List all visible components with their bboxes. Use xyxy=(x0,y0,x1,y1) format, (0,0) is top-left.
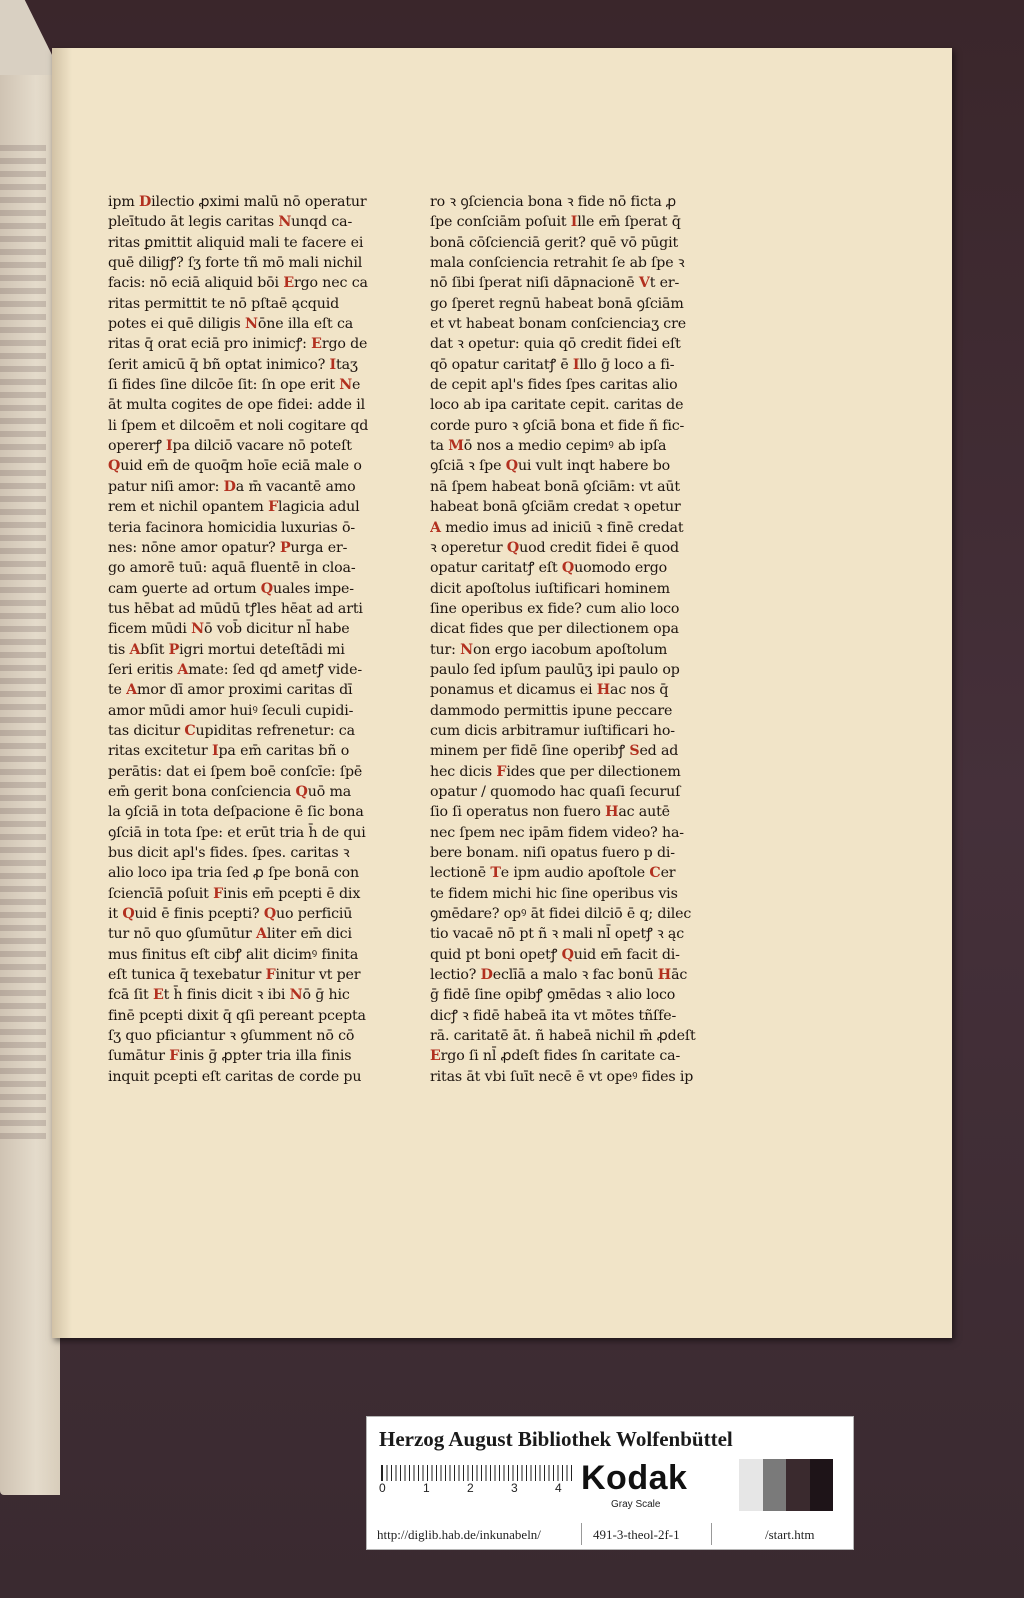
text-segment: li ſpem et dilcoēm et noli cogitare qd xyxy=(108,417,369,434)
text-segment: patur niſi amor: xyxy=(108,478,224,495)
text-line xyxy=(108,1046,404,1066)
text-line xyxy=(430,558,726,578)
text-segment: ta xyxy=(430,438,449,455)
text-segment: ſʒ quo pficiantur ꝛ ꝯſumment nō cō xyxy=(108,1028,355,1045)
text-segment: nes: nōne amor opatur? xyxy=(108,539,280,556)
measurement-ruler xyxy=(381,1465,571,1493)
text-segment: mala conſciencia retrahit ſe ab ſpe ꝛ xyxy=(430,255,685,272)
text-segment: ō ḡ hic xyxy=(302,987,350,1004)
text-segment: it xyxy=(108,906,123,923)
text-segment: ſerit amicū q̄ bñ optat inimico? xyxy=(108,356,330,373)
text-line xyxy=(108,884,404,904)
text-line xyxy=(430,640,726,660)
text-segment: tus hēbat ad mūdū tꝭles hēat ad arti xyxy=(108,600,363,617)
text-segment: e ipm audio apoſtole xyxy=(500,865,650,882)
text-segment: er xyxy=(660,865,676,882)
text-line xyxy=(430,660,726,680)
rubricated-initial: E xyxy=(152,987,164,1004)
text-segment: medio imus ad iniciū ꝛ finē credat xyxy=(440,519,684,536)
text-line xyxy=(108,192,404,212)
text-segment: facis: nō eciā aliquid bōi xyxy=(108,275,284,292)
library-name: Herzog August Bibliothek Wolfenbüttel xyxy=(379,1427,733,1451)
text-line xyxy=(430,1067,726,1087)
text-line xyxy=(108,823,404,843)
text-segment: ō vob̄ dicitur nl̄ habe xyxy=(204,621,350,638)
text-segment: qō opatur caritatꝭ ē xyxy=(430,356,573,373)
text-segment: bonā cōſcienciā gerit? quē vō pūgit xyxy=(430,234,679,251)
text-line xyxy=(430,1006,726,1026)
ruler-number: 0 xyxy=(379,1481,386,1495)
text-segment: loco ab ipa caritate cepit. caritas de xyxy=(430,397,684,414)
rubricated-initial: N xyxy=(278,214,292,231)
text-segment: ſio ſi operatus non fuero xyxy=(430,804,606,821)
text-segment: āc xyxy=(671,967,688,984)
text-segment: eclīā a malo ꝛ fac bonū xyxy=(492,967,658,984)
gray-swatch xyxy=(786,1459,810,1511)
text-segment: ꝛ operetur xyxy=(430,539,507,556)
text-segment: inis em̄ pcepti ē dix xyxy=(223,885,361,902)
text-segment: uid ē finis pcepti? xyxy=(134,906,264,923)
text-segment: upiditas refrenetur: ca xyxy=(195,722,355,739)
text-line xyxy=(108,1026,404,1046)
rubricated-initial: H xyxy=(596,682,611,699)
text-line xyxy=(430,436,726,456)
rubricated-initial: A xyxy=(256,926,267,943)
text-segment: a m̄ vacantē amo xyxy=(235,478,356,495)
kodak-logo: Kodak xyxy=(581,1459,688,1497)
text-segment: on ergo iacobum apoſtolum xyxy=(473,641,668,658)
text-line xyxy=(430,314,726,334)
text-segment: ſpe conſciām poſuit xyxy=(430,214,571,231)
text-segment: nā ſpem habeat bonā ꝯſciām: vt aūt xyxy=(430,478,680,495)
rubricated-initial: I xyxy=(572,356,580,373)
text-line xyxy=(108,924,404,944)
rubricated-initial: N xyxy=(289,987,303,1004)
text-segment: ſi fides ſine dilcōe ſit: ſn ope erit xyxy=(108,377,340,394)
rubricated-initial: Q xyxy=(260,580,274,597)
text-line xyxy=(430,416,726,436)
text-segment: ed ad xyxy=(639,743,679,760)
text-line xyxy=(108,273,404,293)
text-segment: et vt habeat bonam conſcienciaʒ cre xyxy=(430,316,686,333)
rubricated-initial: F xyxy=(268,499,279,516)
text-segment: corde puro ꝛ ꝯſciā bona et fide ñ fic- xyxy=(430,417,685,434)
text-line xyxy=(108,762,404,782)
text-line xyxy=(108,660,404,680)
text-segment: uomodo ergo xyxy=(574,560,668,577)
text-segment: ilectio ꝓximi malū nō operatur xyxy=(151,194,367,210)
text-segment: ſine operibus ex fide? cum alio loco xyxy=(430,600,680,617)
text-segment: inis ḡ ꝓpter tria illa finis xyxy=(179,1048,352,1065)
rubricated-initial: I xyxy=(166,438,173,455)
rubricated-initial: D xyxy=(480,967,493,984)
rubricated-initial: C xyxy=(184,722,196,739)
ruler-number: 1 xyxy=(423,1481,430,1495)
text-segment: lectio? xyxy=(430,967,481,984)
text-segment: igri mortui deteſtādi mi xyxy=(179,641,345,658)
text-line xyxy=(108,904,404,924)
text-line xyxy=(430,395,726,415)
text-line xyxy=(430,1046,726,1066)
text-segment: te fidem michi hic ſine operibus vis xyxy=(430,885,678,902)
text-segment: hec dicis xyxy=(430,763,497,780)
text-line xyxy=(108,863,404,883)
rubricated-initial: A xyxy=(430,519,441,536)
rubricated-initial: N xyxy=(339,377,353,394)
text-line xyxy=(108,579,404,599)
text-segment: āt multa cogites de ope fidei: adde il xyxy=(108,397,365,414)
text-segment: potes ei quē diligis xyxy=(108,316,246,333)
text-segment: tur nō quo ꝯſumūtur xyxy=(108,926,257,943)
text-line xyxy=(108,741,404,761)
rubricated-initial: H xyxy=(605,804,619,821)
text-segment: cam ꝯuerte ad ortum xyxy=(108,580,261,597)
text-segment: pa dilciō vacare nō poteſt xyxy=(172,438,352,455)
text-line xyxy=(430,477,726,497)
rubricated-initial: Q xyxy=(263,906,277,923)
text-line xyxy=(108,1067,404,1087)
rubricated-initial: A xyxy=(126,682,138,699)
text-segment: urga er- xyxy=(290,539,348,556)
ruler-number: 2 xyxy=(467,1481,474,1495)
text-segment: ꝯmēdare? opꝰ āt fidei dilciō ē q; dilec xyxy=(430,906,692,923)
gray-swatch xyxy=(810,1459,834,1511)
text-line xyxy=(108,294,404,314)
text-segment: dicit apoſtolus iuſtificari hominem xyxy=(430,580,670,597)
text-segment: ritas āt vbi ſuīt necē ē vt opeꝰ fides ip xyxy=(430,1068,694,1085)
text-line xyxy=(108,538,404,558)
text-segment: bus dicit apl's fides. ſpes. caritas ꝛ xyxy=(108,845,350,861)
text-line xyxy=(108,355,404,375)
facing-page-text-bleed xyxy=(0,145,46,1145)
rubricated-initial: D xyxy=(138,194,152,210)
rubricated-initial: I xyxy=(570,214,578,231)
facing-page-edge xyxy=(0,55,60,1495)
text-segment: de cepit apl's fides ſpes caritas alio xyxy=(430,377,678,394)
text-segment: inquit pcepti eſt caritas de corde pu xyxy=(108,1068,362,1085)
gray-swatch xyxy=(739,1459,763,1511)
text-segment: dammodo permittis ipune peccare xyxy=(430,702,673,719)
text-line xyxy=(108,843,404,863)
rubricated-initial: P xyxy=(279,539,291,556)
text-line xyxy=(430,782,726,802)
text-line xyxy=(430,456,726,476)
rubricated-initial: D xyxy=(223,478,236,495)
text-segment: mate: ſed qd ametꝭ vide- xyxy=(188,661,362,678)
text-segment: rgo nec ca xyxy=(293,275,368,292)
url-id: 491-3-theol-2f-1 xyxy=(593,1527,680,1542)
text-segment: ui vult inqt habere bo xyxy=(517,458,671,475)
text-segment: tur: xyxy=(430,641,461,658)
text-segment: llo ḡ loco a fi- xyxy=(579,356,675,373)
url-prefix: http://diglib.hab.de/inkunabeln/ xyxy=(377,1527,541,1542)
text-line xyxy=(430,721,726,741)
gray-scale-caption: Gray Scale xyxy=(611,1499,661,1510)
text-segment: ḡ fidē ſine opibꝭ ꝯmēdas ꝛ alio loco xyxy=(430,987,676,1004)
text-segment: teria facinora homicidia luxurias ō- xyxy=(108,519,356,536)
text-segment: quid pt boni opetꝭ xyxy=(430,946,562,963)
text-line xyxy=(108,802,404,822)
text-line xyxy=(430,294,726,314)
rubricated-initial: C xyxy=(649,865,661,882)
text-line xyxy=(108,721,404,741)
rubricated-initial: M xyxy=(448,438,464,455)
text-segment: ō nos a medio cepimꝰ ab ipſa xyxy=(463,438,667,455)
text-line xyxy=(430,334,726,354)
text-line xyxy=(108,1006,404,1026)
text-segment: go amorē tuū: aquā fluentē in cloa- xyxy=(108,560,356,577)
rubricated-initial: F xyxy=(169,1048,180,1065)
text-segment: cum dicis arbitramur iuſtificari ho- xyxy=(430,722,675,739)
rubricated-initial: Q xyxy=(506,539,520,556)
text-segment: ides que per dilectionem xyxy=(506,763,681,780)
text-line xyxy=(430,741,726,761)
text-segment: dat ꝛ opetur: quia qō credit fidei eſt xyxy=(430,336,681,353)
text-segment: nō ſibi ſperat niſi dāpnacionē xyxy=(430,275,639,292)
rubricated-initial: Q xyxy=(561,946,574,963)
text-segment: pleītudo āt legis caritas xyxy=(108,214,279,231)
text-segment: bere bonam. niſi opatus fuero p di- xyxy=(430,845,675,861)
text-line xyxy=(108,416,404,436)
text-segment: bſit xyxy=(140,641,169,658)
text-line xyxy=(108,375,404,395)
text-segment: dicat fides que per dilectionem opa xyxy=(430,621,679,638)
text-line xyxy=(430,843,726,863)
text-column-left xyxy=(108,192,404,1087)
text-line xyxy=(430,192,726,212)
text-segment: amor mūdi amor huiꝰ ſeculi cupidi- xyxy=(108,702,354,719)
rubricated-initial: Q xyxy=(122,906,135,923)
text-line xyxy=(430,253,726,273)
text-line xyxy=(108,497,404,517)
text-line xyxy=(430,355,726,375)
text-segment: dicꝭ ꝛ fidē habeā ita vt mōtes tñſfe- xyxy=(430,1007,677,1024)
text-segment: ꝯſciā ꝛ ſpe xyxy=(430,458,506,475)
ruler-ticks xyxy=(381,1465,572,1481)
text-line xyxy=(430,863,726,883)
gray-swatch xyxy=(763,1459,787,1511)
text-line xyxy=(430,884,726,904)
text-segment: ritas q̄ orat eciā pro inimicꝭ: xyxy=(108,336,312,353)
rubricated-initial: A xyxy=(129,641,141,658)
text-segment: perātis: dat ei ſpem boē conſcīe: ſpē xyxy=(108,763,363,780)
text-line xyxy=(108,558,404,578)
text-line xyxy=(108,436,404,456)
rubricated-initial: I xyxy=(329,356,337,373)
text-segment: ꝯſciā in tota ſpe: et erūt tria h̄ de qui xyxy=(108,824,366,841)
text-segment: mor dī amor proximi caritas dī xyxy=(137,682,353,699)
text-segment: habeat bonā ꝯſciām credat ꝛ opetur xyxy=(430,499,681,516)
text-segment: opatur / quomodo hac quaſi ſecuruſ xyxy=(430,783,681,800)
text-segment: ritas excitetur xyxy=(108,743,212,760)
text-line xyxy=(430,945,726,965)
url-divider xyxy=(581,1523,582,1545)
text-segment: ritas permittit te nō pſtaē ącquid xyxy=(108,295,340,312)
text-line xyxy=(108,233,404,253)
text-line xyxy=(430,904,726,924)
text-line xyxy=(430,497,726,517)
text-segment: unqd ca- xyxy=(291,214,353,231)
text-line xyxy=(430,375,726,395)
text-segment: ſumātur xyxy=(108,1048,170,1065)
rubricated-initial: E xyxy=(430,1048,441,1065)
text-segment: uod credit fidei ē quod xyxy=(519,539,679,556)
text-line xyxy=(108,212,404,232)
gray-scale-swatches xyxy=(739,1459,833,1511)
text-segment: ſeri eritis xyxy=(108,661,178,678)
text-segment: ac nos q̄ xyxy=(610,682,669,699)
text-segment: te xyxy=(108,682,127,699)
text-line xyxy=(430,924,726,944)
library-scan-label xyxy=(366,1416,854,1550)
rubricated-initial: T xyxy=(490,865,501,882)
text-line xyxy=(430,233,726,253)
text-segment: ro ꝛ ꝯſciencia bona ꝛ fide nō ficta ꝓ xyxy=(430,194,677,210)
text-line xyxy=(430,701,726,721)
text-segment: rgo ſi nl̄ ꝓdeſt fides ſn caritate ca- xyxy=(440,1048,681,1065)
rubricated-initial: N xyxy=(460,641,473,658)
text-segment: opatur caritatꝭ eſt xyxy=(430,560,562,577)
ruler-number: 4 xyxy=(555,1481,562,1495)
text-segment: paulo ſed ipſum paulūʒ ipi paulo op xyxy=(430,661,680,678)
rubricated-initial: N xyxy=(191,621,204,638)
text-segment: tis xyxy=(108,641,130,658)
text-line xyxy=(108,701,404,721)
text-segment: lectionē xyxy=(430,865,491,882)
text-segment: alio loco ipa tria ſed ꝓ ſpe bonā con xyxy=(108,865,360,882)
text-line xyxy=(108,477,404,497)
text-line xyxy=(430,762,726,782)
text-line xyxy=(430,1026,726,1046)
text-line xyxy=(108,782,404,802)
text-segment: uales impe- xyxy=(273,580,354,597)
text-segment: ritas ꝑmittit aliquid mali te facere ei xyxy=(108,234,364,251)
text-line xyxy=(108,965,404,985)
page-gutter-shadow xyxy=(52,48,72,1338)
text-segment: ipm xyxy=(108,194,139,210)
text-segment: ponamus et dicamus ei xyxy=(430,682,597,699)
text-line xyxy=(108,334,404,354)
text-line xyxy=(430,273,726,293)
rubricated-initial: Q xyxy=(561,560,575,577)
text-segment: nec ſpem nec ipām fidem video? ha- xyxy=(430,824,684,841)
text-line xyxy=(430,619,726,639)
text-segment: minem per fidē ſine operibꝭ xyxy=(430,743,630,760)
rubricated-initial: E xyxy=(311,336,322,353)
text-line xyxy=(108,518,404,538)
rubricated-initial: F xyxy=(265,967,276,984)
book-page xyxy=(52,48,952,1338)
text-column-right xyxy=(430,192,726,1087)
rubricated-initial: V xyxy=(638,275,650,292)
text-segment: la ꝯſciā in tota deſpacione ē ſic bona xyxy=(108,804,364,821)
text-segment: ficem mūdi xyxy=(108,621,192,638)
text-segment: tio vacaē nō pt ñ ꝛ mali nl̄ opetꝭ ꝛ ąc xyxy=(430,926,685,943)
text-segment: mus finitus eſt cibꝭ alit dicimꝰ finita xyxy=(108,946,359,963)
digital-library-url xyxy=(367,1521,853,1549)
text-segment: em̄ gerit bona conſciencia xyxy=(108,783,296,800)
text-segment: t er- xyxy=(649,275,680,292)
text-line xyxy=(430,965,726,985)
text-segment: pa em̄ caritas bñ o xyxy=(218,743,350,760)
text-segment: uid em̄ de quoq̄m hoīe eciā male o xyxy=(120,458,362,475)
text-line xyxy=(108,314,404,334)
text-line xyxy=(108,985,404,1005)
text-line xyxy=(430,599,726,619)
text-line xyxy=(430,823,726,843)
text-segment: uō ma xyxy=(307,783,352,800)
text-segment: e xyxy=(352,377,361,394)
text-segment: liter em̄ dici xyxy=(266,926,352,943)
text-line xyxy=(430,518,726,538)
text-segment: ac autē xyxy=(618,804,670,821)
rubricated-initial: F xyxy=(496,763,507,780)
text-segment: rem et nichil opantem xyxy=(108,499,269,516)
text-segment: quē diligꝭ? ſʒ forte tñ mō mali nichil xyxy=(108,255,363,272)
rubricated-initial: H xyxy=(657,967,672,984)
text-segment: ōne illa eſt ca xyxy=(257,316,354,333)
text-segment: rā. caritatē āt. ñ habeā nichil m̄ ꝓdeſt xyxy=(430,1028,696,1045)
rubricated-initial: N xyxy=(245,316,258,333)
rubricated-initial: A xyxy=(177,661,189,678)
text-segment: uo perficiū xyxy=(276,906,353,923)
text-segment: rgo de xyxy=(321,336,368,353)
text-segment: tas dicitur xyxy=(108,722,185,739)
rubricated-initial: F xyxy=(213,885,224,902)
text-line xyxy=(108,945,404,965)
rubricated-initial: S xyxy=(629,743,640,760)
text-line xyxy=(430,985,726,1005)
text-segment: lagicia adul xyxy=(278,499,360,516)
text-segment: t h̄ finis dicit ꝛ ibi xyxy=(163,987,290,1004)
text-line xyxy=(108,599,404,619)
text-line xyxy=(430,802,726,822)
text-segment: taʒ xyxy=(336,356,358,373)
ruler-number: 3 xyxy=(511,1481,518,1495)
text-segment: uid em̄ facit di- xyxy=(573,946,680,963)
text-line xyxy=(108,680,404,700)
url-suffix: /start.htm xyxy=(765,1527,815,1542)
text-segment: eſt tunica q̄ texebatur xyxy=(108,967,266,984)
text-segment: go ſperet regnū habeat bonā ꝯſciām xyxy=(430,295,684,312)
text-line xyxy=(108,395,404,415)
text-line xyxy=(108,253,404,273)
text-line xyxy=(430,538,726,558)
rubricated-initial: Q xyxy=(295,783,308,800)
rubricated-initial: E xyxy=(283,275,294,292)
text-line xyxy=(430,212,726,232)
text-line xyxy=(108,640,404,660)
text-segment: initur vt per xyxy=(275,967,361,984)
url-divider xyxy=(711,1523,712,1545)
text-segment: opererꝭ xyxy=(108,438,167,455)
text-line xyxy=(430,579,726,599)
text-segment: finē pcepti dixit q̄ qſi pereant pcepta xyxy=(108,1007,366,1024)
text-segment: ſciencīā poſuit xyxy=(108,885,214,902)
text-line xyxy=(430,680,726,700)
text-line xyxy=(108,619,404,639)
text-line xyxy=(108,456,404,476)
rubricated-initial: P xyxy=(168,641,180,658)
rubricated-initial: I xyxy=(211,743,219,760)
text-segment: fcā ſit xyxy=(108,987,153,1004)
text-segment: lle em̄ ſperat q̄ xyxy=(577,214,681,231)
rubricated-initial: Q xyxy=(505,458,518,475)
rubricated-initial: Q xyxy=(108,458,121,475)
